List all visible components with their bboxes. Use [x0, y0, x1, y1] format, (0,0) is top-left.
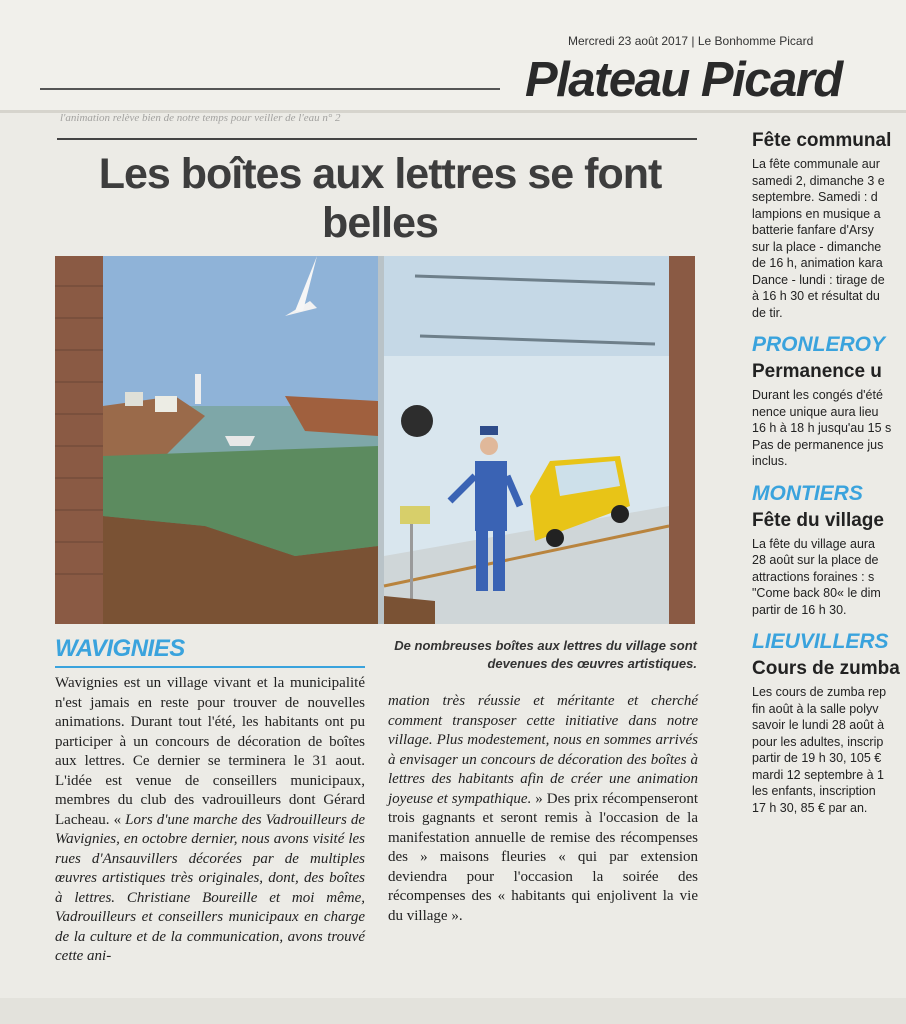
- location-rule: [55, 666, 365, 668]
- article-top-rule: [57, 138, 697, 140]
- brief-text-permanence: Durant les congés d'été nence unique aura lieu 16 h à 18 h jusqu'au 15 s Pas de permanence jus inclus.: [752, 388, 892, 468]
- article-column-1: [55, 674, 365, 967]
- news-brief-sidebar: [752, 130, 906, 816]
- painted-mailbox-illustration: [55, 256, 695, 624]
- brief-location-pronleroy: PRONLEROY: [752, 333, 886, 356]
- column-1-intro: Wavignies est un village vivant et la municipalité n'est jamais en reste pour trouver de nouvelles animations. Durant tout l'été, les habitants ont pu participer à un concours de décoration de boîtes aux lettres. Ce dernier se terminera le 31 aout. L'idée est venue de conseillers municipaux, membres du club des vadrouilleurs dont Gérard Lacheau. «: [55, 675, 365, 828]
- article-column-2: [388, 692, 698, 926]
- brief-heading-fete-communale: Fête communal: [752, 130, 892, 151]
- section-title: Plateau Picard: [525, 53, 842, 107]
- column-2-quote: mation très réussie et méritante et cherché comment transposer cette initiative dans notre village. Plus modestement, nous en sommes arrivés à envisager un concours de décoration des boîtes à lettres des habitants afin de créer une animation joyeuse et sympathique.: [388, 693, 698, 807]
- article-photo: [55, 256, 695, 624]
- photo-caption: De nombreuses boîtes aux lettres du village sont devenues des œuvres artistiques.: [394, 638, 697, 671]
- masthead-rule: [40, 88, 500, 90]
- location-heading: WAVIGNIES: [55, 635, 185, 662]
- paper-bottom-strip: [0, 998, 906, 1024]
- brief-text-fete-village: La fête du village aura 28 août sur la place de attractions foraines : s "Come back 80« le dim partir de 16 h 30.: [752, 536, 881, 617]
- brief-location-lieuvillers: LIEUVILLERS: [752, 630, 889, 653]
- brief-heading-permanence: Permanence u: [752, 361, 882, 382]
- brief-heading-fete-village: Fête du village: [752, 509, 884, 531]
- cut-off-text: l'animation relève bien de notre temps pour veiller de l'eau n° 2: [60, 112, 341, 124]
- article-headline: Les boîtes aux lettres se font belles: [98, 150, 662, 247]
- brief-text-zumba: Les cours de zumba rep fin août à la salle polyv savoir le lundi 28 août à pour les adultes, inscrip partir de 19 h 30, 105 € mardi 12 septembre à 1 les enfants, inscription 17 h 30, 85 € par an.: [752, 685, 887, 815]
- brief-location-montiers: MONTIERS: [752, 481, 863, 505]
- column-2-text: » Des prix récompenseront trois gagnants et seront remis à l'occasion de la manifestation annuelle de remise des récompenses des » maisons fleuries « qui par extension deviendra pour l'occasion la soirée des récompenses des « habitants qui enjolivent la vie du village ».: [388, 790, 698, 924]
- date-line: Mercredi 23 août 2017 | Le Bonhomme Picard: [568, 34, 814, 48]
- brief-text-fete-communale: La fête communale aur samedi 2, dimanche 3 e septembre. Samedi : d lampions en musique a batterie fanfare d'Arsy sur la place - dimanche de 16 h, animation kara Dance - lundi : tirage de à 16 h 30 et résultat du de tir.: [752, 157, 885, 320]
- brief-heading-zumba: Cours de zumba: [752, 658, 900, 679]
- column-1-quote: Lors d'une marche des Vadrouilleurs de Wavignies, en octobre dernier, nous avons visité les rues d'Ansauvillers décorées par de multiples œuvres artistiques très originales, dont, des boîtes à lettres. Christiane Boureille et moi même, Vadrouilleurs et conseillers municipaux en charge de la culture et de la communication, avons trouvé cette ani-: [55, 811, 365, 964]
